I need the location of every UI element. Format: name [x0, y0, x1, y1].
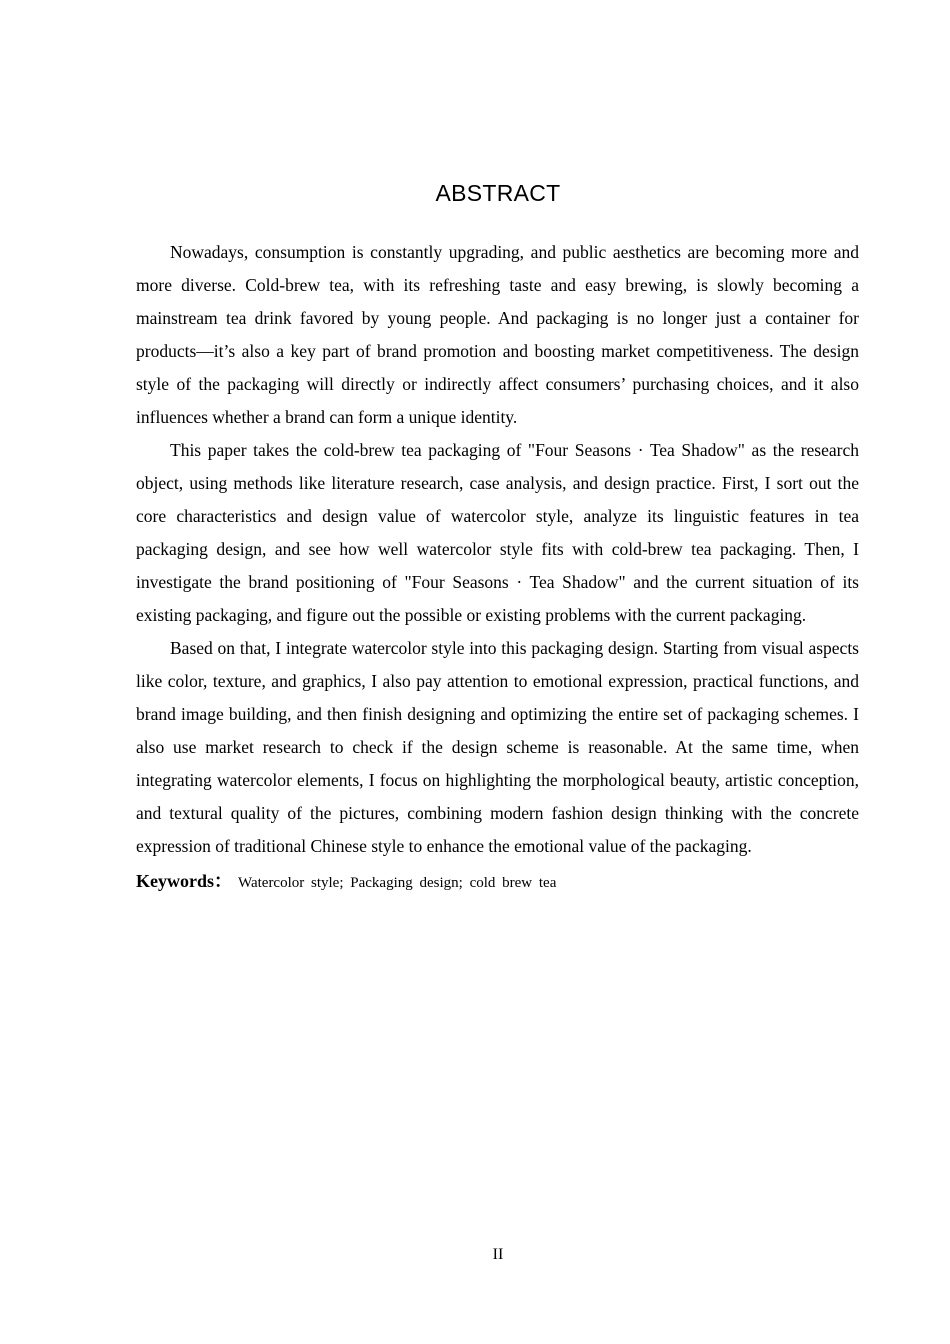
- keywords-values: Watercolor style; Packaging design; cold brew tea: [238, 875, 557, 891]
- keywords-line: [136, 865, 859, 900]
- abstract-paragraph-1: Nowadays, consumption is constantly upgrading, and public aesthetics are becoming more and more diverse. Cold-brew tea, with its refreshing taste and easy brewing, is slowly becoming a mainstream tea drink favored by young people. And packaging is no longer just a container for products—it’s also a key part of brand promotion and boosting market competitiveness. The design style of the packaging will directly or indirectly affect consumers’ purchasing choices, and it also influences whether a brand can form a unique identity.: [136, 242, 859, 427]
- abstract-paragraph-2: This paper takes the cold-brew tea packaging of "Four Seasons · Tea Shadow" as the research object, using methods like literature research, case analysis, and design practice. First, I sort out the core characteristics and design value of watercolor style, analyze its linguistic features in tea packaging design, and see how well watercolor style fits with cold-brew tea packaging. Then, I investigate the brand positioning of "Four Seasons · Tea Shadow" and the current situation of its existing packaging, and figure out the possible or existing problems with the current packaging.: [136, 440, 859, 625]
- page-number: II: [492, 1246, 504, 1263]
- abstract-body: [136, 236, 859, 900]
- keywords-label: Keywords：: [136, 871, 232, 891]
- abstract-paragraph-3: Based on that, I integrate watercolor style into this packaging design. Starting from visual aspects like color, texture, and graphics, I also pay attention to emotional expression, practical functions, and brand image building, and then finish designing and optimizing the entire set of packaging schemes. I also use market research to check if the design scheme is reasonable. At the same time, when integrating watercolor elements, I focus on highlighting the morphological beauty, artistic conception, and textural quality of the pictures, combining modern fashion design thinking with the concrete expression of traditional Chinese style to enhance the emotional value of the packaging.: [136, 638, 859, 856]
- abstract-title: ABSTRACT: [435, 180, 561, 206]
